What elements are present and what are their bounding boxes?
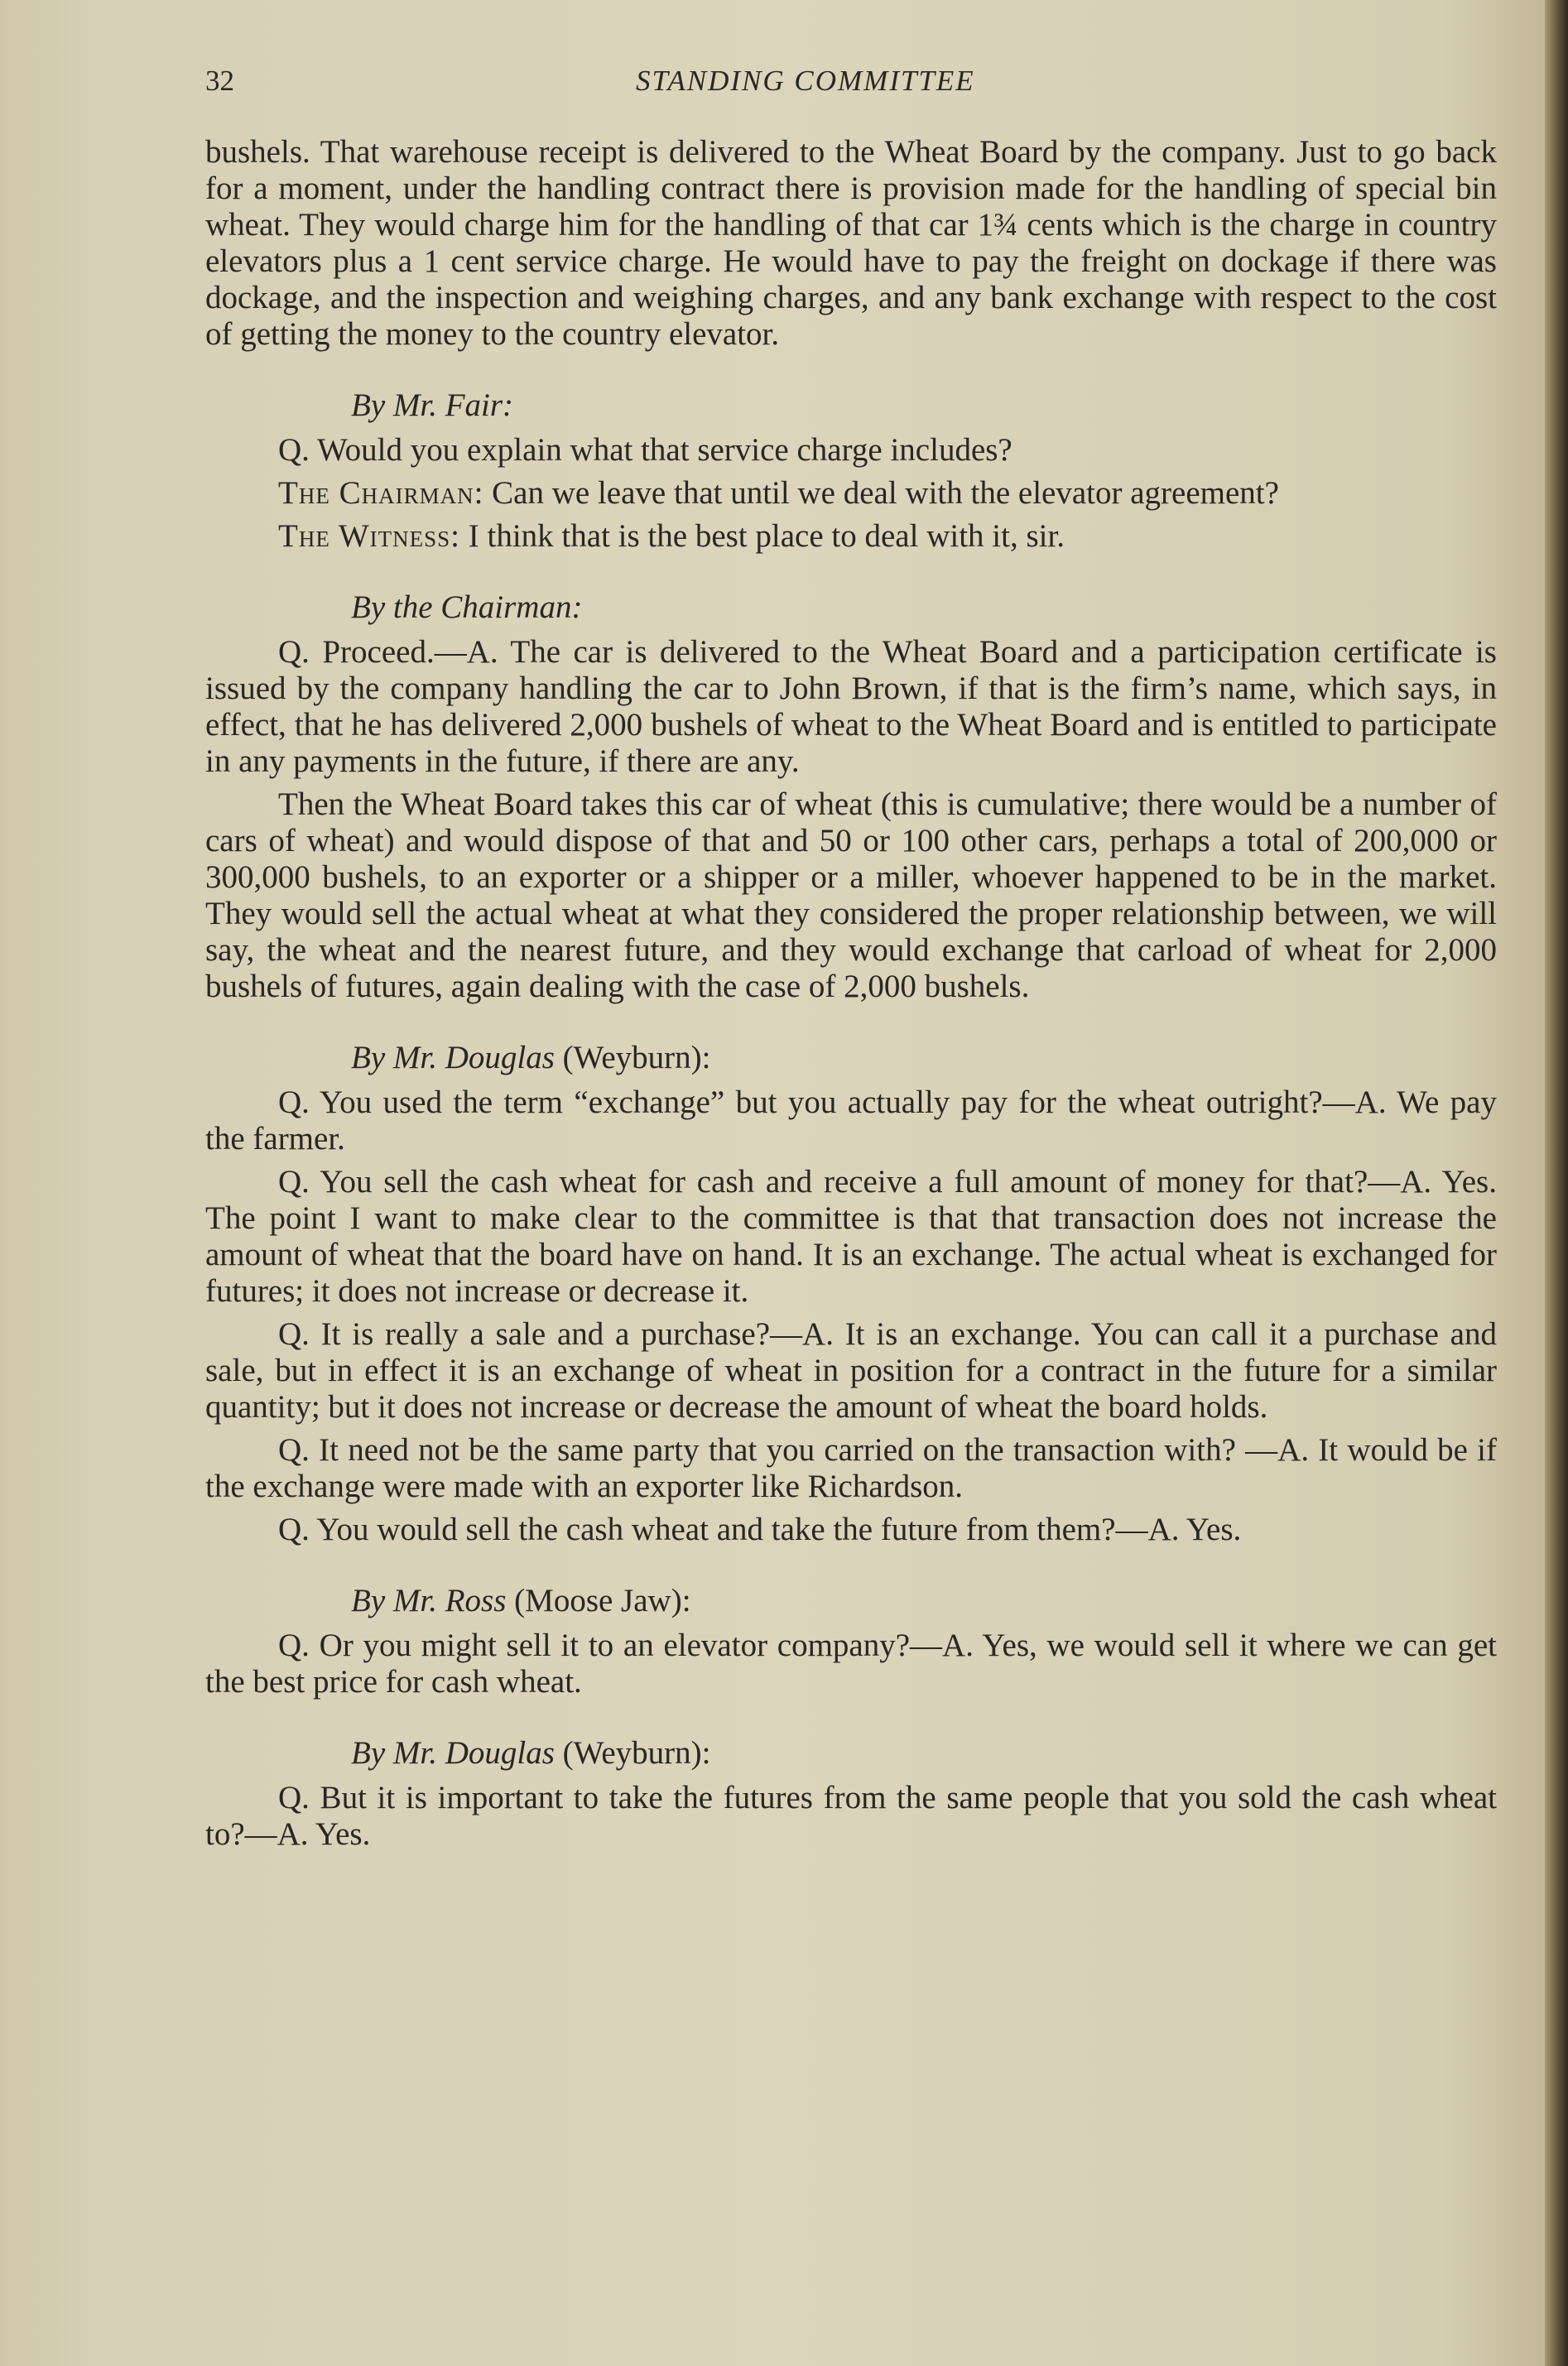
question: Q. But it is important to take the futures from the same people that you sold the cash wheat to?—A. Yes.	[205, 1780, 1497, 1852]
examiner-riding: (Weyburn):	[562, 1040, 711, 1075]
statement-text: Can we leave that until we deal with the elevator agreement?	[492, 475, 1279, 511]
question: Q. Would you explain what that service charge includes?	[278, 432, 1012, 468]
examiner-name: By Mr. Douglas	[351, 1040, 555, 1075]
chairman-statement	[205, 475, 1497, 512]
page-edge-shadow	[1545, 0, 1568, 2366]
examiner-heading	[205, 1040, 1497, 1076]
examiner-heading: By Mr. Fair:	[351, 387, 514, 423]
question: Q. You used the term “exchange” but you actually pay for the wheat outright?—A. We pay the farmer.	[205, 1084, 1497, 1157]
paragraph: Then the Wheat Board takes this car of wheat (this is cumulative; there would be a number of cars of wheat) and would dispose of that and 50 or 100 other cars, perhaps a total of 200,000 or 300,000 bushels, to an exporter or a shipper or a miller, whoever happened to be in the market. They would sell the actual wheat at what they considered the proper relationship between, we will say, the wheat and the nearest future, and they would exchange that carload of wheat for 2,000 bushels of futures, again dealing with the case of 2,000 bushels.	[205, 786, 1497, 1004]
examiner-riding: (Moose Jaw):	[514, 1583, 691, 1618]
examiner-heading: By the Chairman:	[351, 589, 583, 625]
paragraph: bushels. That warehouse receipt is delivered to the Wheat Board by the company. Just to go back for a moment, under the handling contract there is provision made for the handling of special bin wheat. They would charge him for the handling of that car 1¾ cents which is the charge in country elevators plus a 1 cent service charge. He would have to pay the freight on dockage if there was dockage, and the inspection and weighing charges, and any bank exchange with respect to the cost of getting the money to the country elevator.	[205, 134, 1497, 352]
page-number: 32	[205, 65, 234, 97]
question: Q. You sell the cash wheat for cash and receive a full amount of money for that?—A. Yes. The point I want to make clear to the committee is that that transaction does not increase the amount of wheat that the board have on hand. It is an exchange. The actual wheat is exchanged for futures; it does not increase or decrease it.	[205, 1164, 1497, 1309]
speaker-name: The Chairman:	[278, 475, 484, 511]
question: Q. You would sell the cash wheat and take the future from them?—A. Yes.	[278, 1512, 1242, 1547]
page-header	[205, 65, 1497, 106]
running-title: STANDING COMMITTEE	[636, 65, 975, 97]
examiner-heading	[205, 1735, 1497, 1772]
examiner-name: By Mr. Douglas	[351, 1735, 555, 1771]
body-text	[205, 134, 1497, 1853]
examiner-name: By Mr. Ross	[351, 1583, 507, 1618]
question: Q. It is really a sale and a purchase?—A. It is an exchange. You can call it a purchase and sale, but in effect it is an exchange of wheat in position for a contract in the future for a similar quantity; but it does not increase or decrease the amount of wheat the board holds.	[205, 1316, 1497, 1425]
witness-statement	[205, 518, 1497, 555]
statement-text: I think that is the best place to deal with it, sir.	[468, 518, 1065, 554]
question: Q. It need not be the same party that you carried on the transaction with? —A. It would be if the exchange were made with an exporter like Richardson.	[205, 1432, 1497, 1504]
examiner-heading	[205, 1583, 1497, 1619]
question: Q. Proceed.—A. The car is delivered to the Wheat Board and a participation certificate is issued by the company handling the car to John Brown, if that is the firm’s name, which says, in effect, that he has delivered 2,000 bushels of wheat to the Wheat Board and is entitled to participate in any payments in the future, if there are any.	[205, 634, 1497, 779]
question: Q. Or you might sell it to an elevator company?—A. Yes, we would sell it where we can get the best price for cash wheat.	[205, 1628, 1497, 1700]
examiner-riding: (Weyburn):	[562, 1735, 711, 1771]
speaker-name: The Witness:	[278, 518, 461, 554]
